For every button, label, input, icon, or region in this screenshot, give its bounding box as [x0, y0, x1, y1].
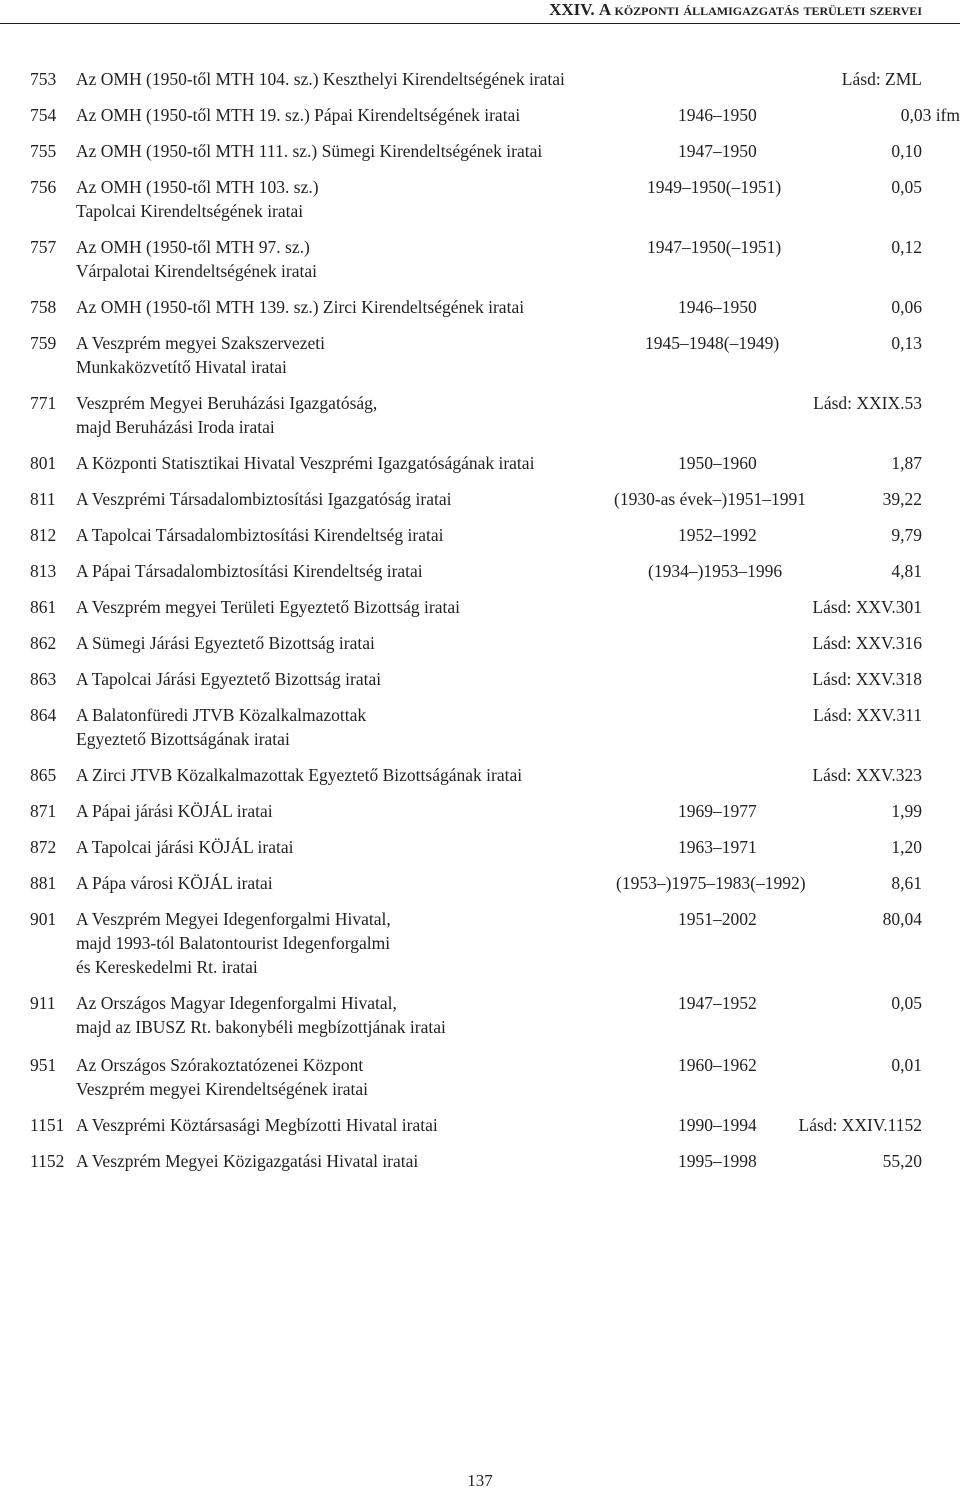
- fonds-volume: 0,01: [891, 1055, 922, 1075]
- fonds-row: [0, 139, 960, 163]
- fonds-volume: 1,87: [891, 453, 922, 473]
- fonds-row: [0, 67, 960, 91]
- fonds-number: 901: [30, 909, 57, 929]
- fonds-row: [0, 235, 960, 283]
- running-header-text: [549, 0, 922, 20]
- fonds-number: 1152: [30, 1151, 65, 1171]
- fonds-years: 1969–1977: [678, 801, 757, 821]
- fonds-number: 911: [30, 993, 56, 1013]
- fonds-years: 1949–1950(–1951): [647, 177, 782, 197]
- fonds-title-line: A Zirci JTVB Közalkalmazottak Egyeztető Bizottságának iratai: [76, 765, 523, 785]
- fonds-title-line: Munkaközvetítő Hivatal iratai: [76, 357, 287, 377]
- fonds-years: (1930-as évek–)1951–1991: [614, 489, 806, 509]
- fonds-years: 1946–1950: [678, 297, 757, 317]
- fonds-row: [0, 523, 960, 547]
- fonds-title-line: majd 1993-tól Balatontourist Idegenforgalmi: [76, 933, 391, 953]
- fonds-years: 1963–1971: [678, 837, 757, 857]
- fonds-row: [0, 331, 960, 379]
- fonds-title-line: A Veszprém megyei Szakszervezeti: [76, 333, 325, 353]
- fonds-title-line: Az OMH (1950-től MTH 104. sz.) Keszthelyi Kirendeltségének iratai: [76, 69, 565, 89]
- fonds-title: [76, 595, 676, 619]
- fonds-title: [76, 871, 676, 895]
- fonds-years: 1947–1952: [678, 993, 757, 1013]
- fonds-row: [0, 907, 960, 979]
- fonds-title: [76, 1053, 636, 1101]
- fonds-row: [0, 835, 960, 859]
- fonds-volume: 1,99: [891, 801, 922, 821]
- fonds-row: [0, 103, 960, 127]
- fonds-years: 1995–1998: [678, 1151, 757, 1171]
- fonds-row: [0, 175, 960, 223]
- fonds-number: 813: [30, 561, 57, 581]
- fonds-title-line: Az OMH (1950-től MTH 103. sz.): [76, 177, 319, 197]
- fonds-title: [76, 667, 676, 691]
- fonds-row: [0, 667, 960, 691]
- fonds-row: [0, 451, 960, 475]
- fonds-number: 861: [30, 597, 57, 617]
- fonds-title-line: A Pápai járási KÖJÁL iratai: [76, 801, 273, 821]
- fonds-years: 1950–1960: [678, 453, 757, 473]
- fonds-title-line: A Pápai Társadalombiztosítási Kirendeltség iratai: [76, 561, 423, 581]
- fonds-number: 753: [30, 69, 57, 89]
- fonds-number: 881: [30, 873, 57, 893]
- fonds-years: (1934–)1953–1996: [648, 561, 783, 581]
- fonds-title: [76, 763, 676, 787]
- fonds-title: [76, 523, 676, 547]
- fonds-number: 1151: [30, 1115, 65, 1135]
- fonds-title-line: A Pápa városi KÖJÁL iratai: [76, 873, 273, 893]
- fonds-title: [76, 391, 636, 439]
- fonds-title: [76, 139, 676, 163]
- fonds-title-line: A Tapolcai járási KÖJÁL iratai: [76, 837, 294, 857]
- fonds-title: [76, 835, 676, 859]
- fonds-years: 1990–1994: [678, 1115, 757, 1135]
- fonds-volume: 0,10: [891, 141, 922, 161]
- header-title: A központi államigazgatás területi szervei: [598, 0, 922, 19]
- fonds-title-line: Az Országos Magyar Idegenforgalmi Hivatal,: [76, 993, 397, 1013]
- fonds-reference: Lásd: XXV.301: [812, 597, 922, 617]
- fonds-title-line: Veszprém megyei Kirendeltségének iratai: [76, 1079, 369, 1099]
- header-roman: XXIV.: [549, 0, 595, 19]
- fonds-title-line: A Tapolcai Társadalombiztosítási Kirendeltség iratai: [76, 525, 444, 545]
- fonds-title: [76, 907, 636, 979]
- fonds-number: 951: [30, 1055, 57, 1075]
- fonds-number: 864: [30, 705, 57, 725]
- fonds-reference: Lásd: XXV.323: [812, 765, 922, 785]
- fonds-title: [76, 1149, 676, 1173]
- fonds-title-line: A Tapolcai Járási Egyeztető Bizottság iratai: [76, 669, 382, 689]
- fonds-years: 1960–1962: [678, 1055, 757, 1075]
- fonds-title-line: Az OMH (1950-től MTH 139. sz.) Zirci Kirendeltségének iratai: [76, 297, 525, 317]
- fonds-title-line: A Sümegi Járási Egyeztető Bizottság iratai: [76, 633, 375, 653]
- fonds-title-line: A Veszprémi Köztársasági Megbízotti Hivatal iratai: [76, 1115, 438, 1135]
- fonds-number: 865: [30, 765, 57, 785]
- fonds-row: [0, 391, 960, 439]
- fonds-number: 811: [30, 489, 56, 509]
- fonds-row: [0, 1053, 960, 1101]
- fonds-title-line: Tapolcai Kirendeltségének iratai: [76, 201, 304, 221]
- fonds-years: 1947–1950: [678, 141, 757, 161]
- fonds-title: [76, 451, 676, 475]
- fonds-volume: 80,04: [882, 909, 922, 929]
- fonds-years: (1953–)1975–1983(–1992): [616, 873, 806, 893]
- fonds-reference: Lásd: XXIV.1152: [798, 1115, 922, 1135]
- fonds-title-line: A Balatonfüredi JTVB Közalkalmazottak: [76, 705, 367, 725]
- fonds-title-line: Az Országos Szórakoztatózenei Központ: [76, 1055, 364, 1075]
- fonds-title: [76, 175, 636, 223]
- fonds-title: [76, 487, 676, 511]
- fonds-title-line: Az OMH (1950-től MTH 97. sz.): [76, 237, 310, 257]
- header-rule: [0, 23, 960, 24]
- fonds-row: [0, 1149, 960, 1173]
- fonds-volume: 0,13: [891, 333, 922, 353]
- fonds-title: [76, 799, 676, 823]
- fonds-years: 1945–1948(–1949): [645, 333, 780, 353]
- fonds-title-line: A Veszprém Megyei Idegenforgalmi Hivatal,: [76, 909, 391, 929]
- fonds-number: 757: [30, 237, 57, 257]
- fonds-row: [0, 871, 960, 895]
- fonds-volume: 39,22: [882, 489, 922, 509]
- fonds-title-line: A Veszprémi Társadalombiztosítási Igazgatóság iratai: [76, 489, 452, 509]
- fonds-row: [0, 1113, 960, 1137]
- running-header: [0, 0, 922, 30]
- fonds-title-line: és Kereskedelmi Rt. iratai: [76, 957, 258, 977]
- fonds-number: 801: [30, 453, 57, 473]
- fonds-title-line: Egyeztető Bizottságának iratai: [76, 729, 290, 749]
- fonds-volume: 0,12: [891, 237, 922, 257]
- fonds-number: 871: [30, 801, 57, 821]
- fonds-number: 872: [30, 837, 57, 857]
- fonds-row: [0, 703, 960, 751]
- fonds-volume: 8,61: [891, 873, 922, 893]
- fonds-title: [76, 103, 676, 127]
- fonds-number: 812: [30, 525, 57, 545]
- fonds-title: [76, 295, 676, 319]
- fonds-years: 1947–1950(–1951): [647, 237, 782, 257]
- fonds-row: [0, 799, 960, 823]
- fonds-title: [76, 1113, 676, 1137]
- fonds-row: [0, 295, 960, 319]
- fonds-title-line: A Veszprém Megyei Közigazgatási Hivatal iratai: [76, 1151, 419, 1171]
- fonds-title: [76, 631, 676, 655]
- fonds-title-line: A Központi Statisztikai Hivatal Veszprémi Igazgatóságának iratai: [76, 453, 535, 473]
- fonds-volume: 0,06: [891, 297, 922, 317]
- fonds-row: [0, 595, 960, 619]
- fonds-title-line: majd az IBUSZ Rt. bakonybéli megbízottjának iratai: [76, 1017, 446, 1037]
- fonds-reference: Lásd: XXV.311: [813, 705, 922, 725]
- fonds-row: [0, 487, 960, 511]
- fonds-reference: Lásd: XXV.316: [812, 633, 922, 653]
- fonds-title-line: Az OMH (1950-től MTH 19. sz.) Pápai Kirendeltségének iratai: [76, 105, 521, 125]
- fonds-number: 756: [30, 177, 57, 197]
- fonds-number: 771: [30, 393, 57, 413]
- fonds-title: [76, 331, 636, 379]
- fonds-title: [76, 235, 636, 283]
- fonds-years: 1951–2002: [678, 909, 757, 929]
- fonds-reference: Lásd: XXV.318: [812, 669, 922, 689]
- fonds-number: 758: [30, 297, 57, 317]
- fonds-row: [0, 763, 960, 787]
- fonds-volume: 55,20: [882, 1151, 922, 1171]
- fonds-years: 1952–1992: [678, 525, 757, 545]
- fonds-volume: 0,03 ifm: [900, 105, 960, 125]
- fonds-title: [76, 559, 676, 583]
- fonds-row: [0, 559, 960, 583]
- fonds-years: 1946–1950: [678, 105, 757, 125]
- fonds-number: 863: [30, 669, 57, 689]
- fonds-title-line: Az OMH (1950-től MTH 111. sz.) Sümegi Kirendeltségének iratai: [76, 141, 543, 161]
- fonds-volume: 1,20: [891, 837, 922, 857]
- fonds-title: [76, 703, 636, 751]
- fonds-reference: Lásd: ZML: [841, 69, 922, 89]
- fonds-title: [76, 67, 676, 91]
- fonds-volume: 0,05: [891, 993, 922, 1013]
- fonds-row: [0, 991, 960, 1039]
- fonds-volume: 9,79: [891, 525, 922, 545]
- fonds-reference: Lásd: XXIX.53: [813, 393, 922, 413]
- fonds-title: [76, 991, 636, 1039]
- fonds-title-line: Veszprém Megyei Beruházási Igazgatóság,: [76, 393, 378, 413]
- fonds-title-line: Várpalotai Kirendeltségének iratai: [76, 261, 318, 281]
- fonds-row: [0, 631, 960, 655]
- fonds-volume: 4,81: [891, 561, 922, 581]
- fonds-number: 759: [30, 333, 57, 353]
- page-number: 137: [467, 1471, 493, 1490]
- fonds-number: 862: [30, 633, 57, 653]
- fonds-number: 755: [30, 141, 57, 161]
- fonds-title-line: majd Beruházási Iroda iratai: [76, 417, 275, 437]
- fonds-number: 754: [30, 105, 57, 125]
- fonds-title-line: A Veszprém megyei Területi Egyeztető Bizottság iratai: [76, 597, 460, 617]
- fonds-volume: 0,05: [891, 177, 922, 197]
